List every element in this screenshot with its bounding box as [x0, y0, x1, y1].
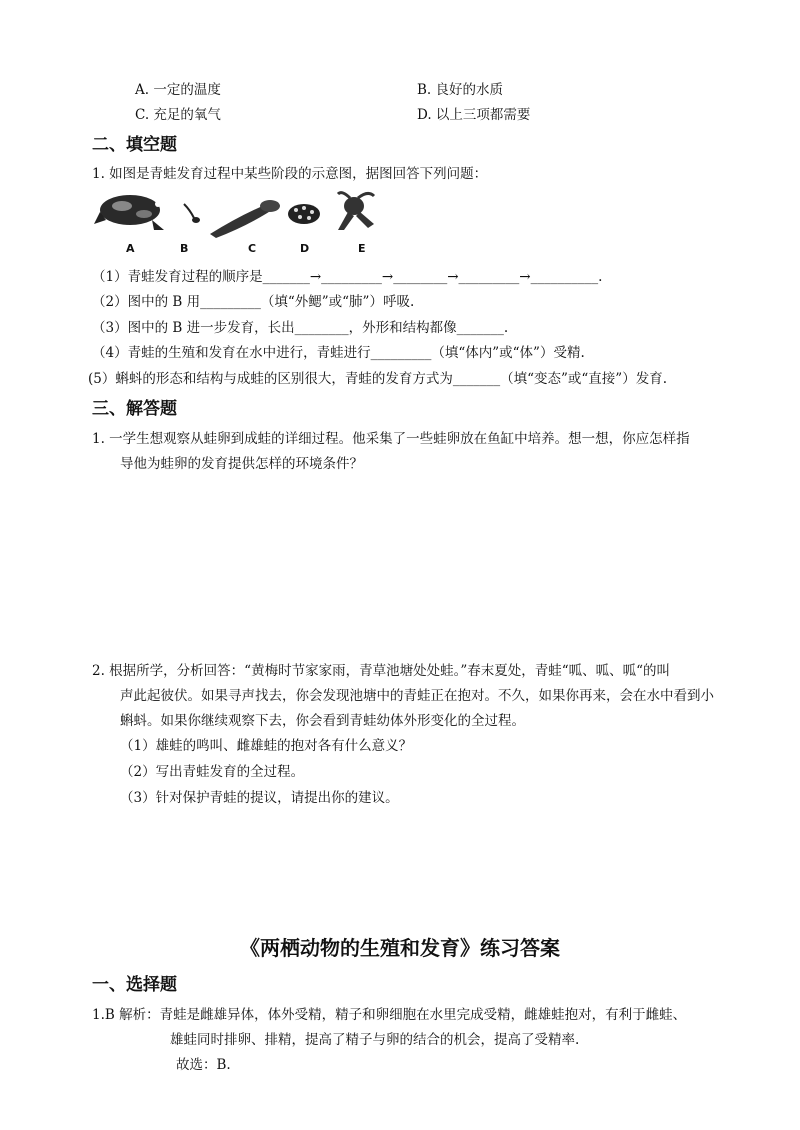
- essay-question-2-line-1: 2. 根据所学，分析回答：“黄梅时节家家雨，青草池塘处处蛙。”春末夏处，青蛙“呱、呱、呱“的叫: [92, 663, 671, 679]
- sub-question-5: (5）蝌蚪的形态和结构与成蛙的区别很大，青蛙的发育方式为_______（填“变态”或“直接”）发育.: [88, 371, 668, 387]
- option-c: C. 充足的氧气: [135, 107, 221, 123]
- tadpole-with-legs-drawing: [210, 200, 280, 238]
- option-d: D. 以上三项都需要: [417, 107, 531, 123]
- answer-1-line-1: 1.B 解析：青蛙是雌雄异体，体外受精，精子和卵细胞在水里完成受精，雌雄蛙抱对，有利于雌蛙、: [92, 1007, 687, 1023]
- essay-question-2-sub-1: （1）雄蛙的鸣叫、雌雄蛙的抱对各有什么意义？: [120, 738, 413, 754]
- froglet-drawing: [338, 193, 374, 230]
- figure-label-b: B: [180, 242, 189, 255]
- essay-question-1-line-1: 1. 一学生想观察从蛙卵到成蛙的详细过程。他采集了一些蛙卵放在鱼缸中培养。想一想，你应怎样指: [92, 431, 690, 447]
- answers-title: 《两栖动物的生殖和发育》练习答案: [240, 936, 560, 960]
- sub-question-3: （3）图中的 B 进一步发育，长出________，外形和结构都像_______.: [92, 320, 509, 336]
- egg-mass-drawing: [288, 204, 320, 224]
- figure-label-a: A: [126, 242, 135, 255]
- sub-question-1: （1）青蛙发育过程的顺序是_______→_________→________→_________→__________.: [92, 269, 603, 285]
- essay-question-2-line-3: 蝌蚪。如果你继续观察下去，你会看到青蛙幼体外形变化的全过程。: [120, 713, 525, 729]
- figure-label-c: C: [248, 242, 257, 255]
- option-a: A. 一定的温度: [135, 82, 221, 98]
- tadpole-drawing: [184, 204, 200, 223]
- figure-label-e: E: [358, 242, 366, 255]
- essay-question-1-line-2: 导他为蛙卵的发育提供怎样的环境条件？: [120, 456, 363, 472]
- frog-stages-illustration: [92, 184, 392, 242]
- figure-label-d: D: [300, 242, 310, 255]
- question-1-intro: 1. 如图是青蛙发育过程中某些阶段的示意图，据图回答下列问题：: [92, 166, 488, 182]
- option-b: B. 良好的水质: [417, 82, 504, 98]
- sub-question-4: （4）青蛙的生殖和发育在水中进行，青蛙进行_________（填“体内”或“体”）受精.: [92, 345, 585, 361]
- answer-1-line-3: 故选：B.: [176, 1057, 231, 1073]
- essay-question-2-sub-3: （3）针对保护青蛙的提议，请提出你的建议。: [120, 790, 399, 806]
- sub-question-2: （2）图中的 B 用_________（填“外鳃”或“肺”）呼吸.: [92, 294, 415, 310]
- adult-frog-drawing: [94, 195, 164, 230]
- essay-question-2-sub-2: （2）写出青蛙发育的全过程。: [120, 764, 305, 780]
- frog-development-figure: [92, 184, 392, 258]
- section-heading-fill-blank: 二、填空题: [92, 135, 177, 155]
- answers-section-heading: 一、选择题: [92, 975, 177, 995]
- section-heading-answer: 三、解答题: [92, 399, 177, 419]
- essay-question-2-line-2: 声此起彼伏。如果寻声找去，你会发现池塘中的青蛙正在抱对。不久，如果你再来，会在水中看到小: [120, 688, 714, 704]
- answer-1-line-2: 雄蛙同时排卵、排精，提高了精子与卵的结合的机会，提高了受精率.: [170, 1032, 580, 1048]
